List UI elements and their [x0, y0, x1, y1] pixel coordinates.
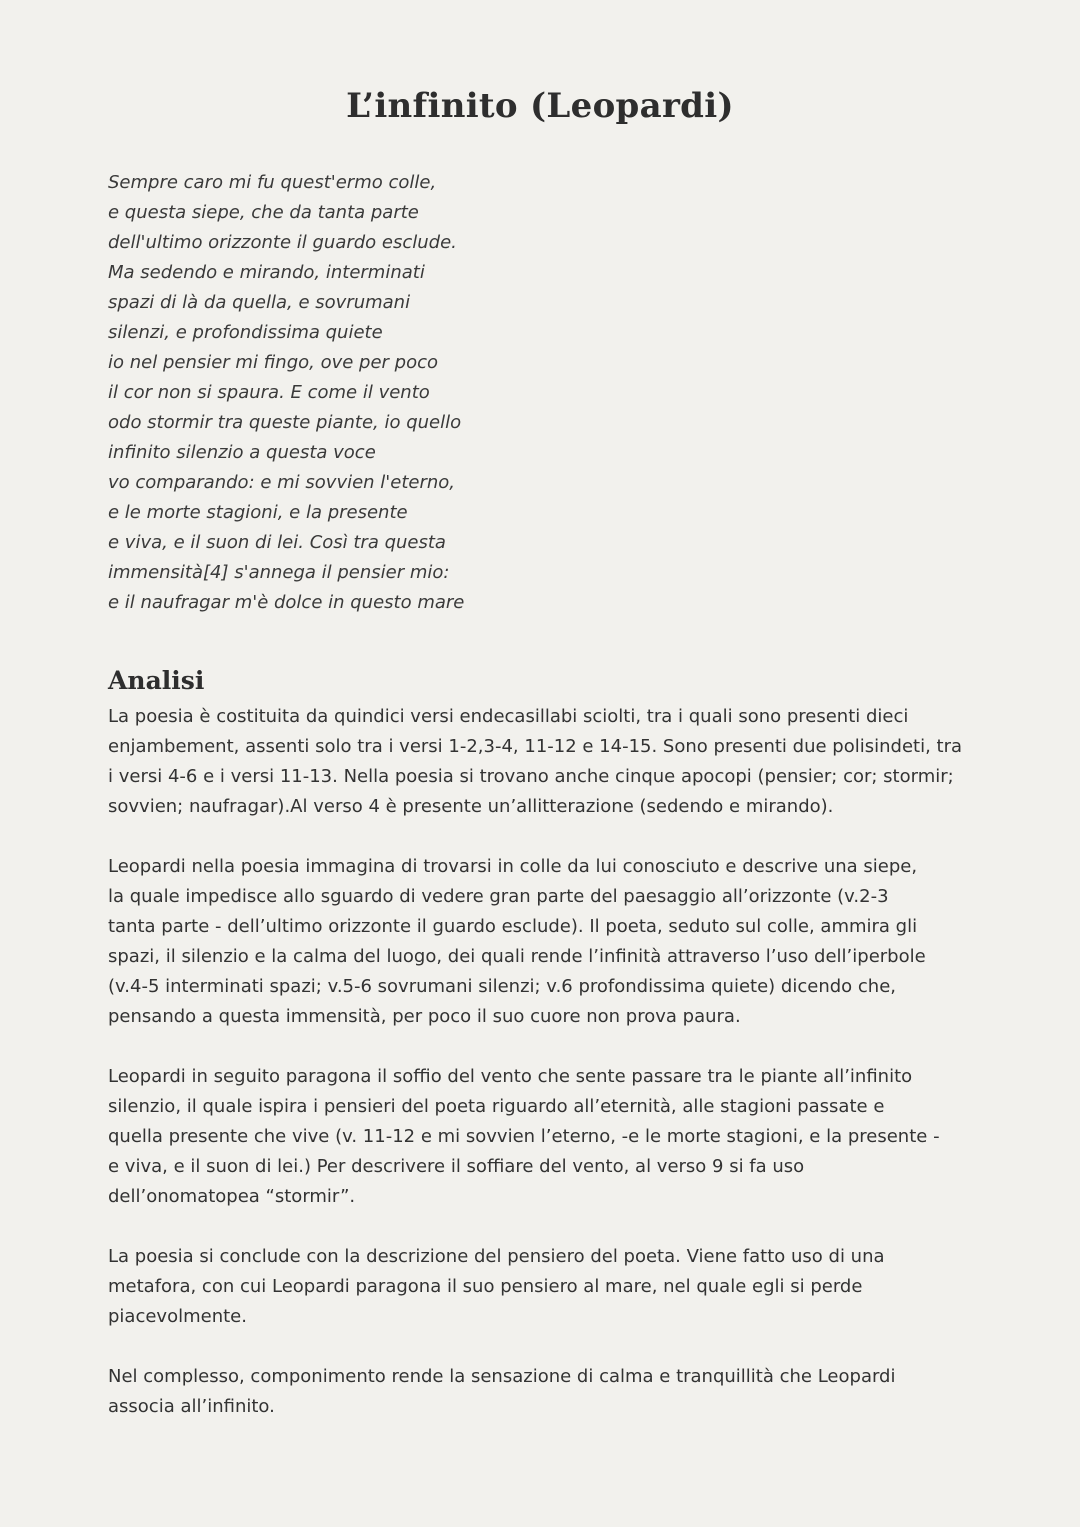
paragraph-line: tanta parte - dell’ultimo orizzonte il guardo esclude). Il poeta, seduto sul colle, ammira gli — [108, 916, 918, 937]
poem-line: e le morte stagioni, e la presente — [108, 502, 408, 523]
paragraph-line: piacevolmente. — [108, 1306, 247, 1327]
poem-line: vo comparando: e mi sovvien l'eterno, — [108, 472, 456, 493]
poem-line: io nel pensier mi fingo, ove per poco — [108, 352, 439, 373]
paragraph-line: pensando a questa immensità, per poco il suo cuore non prova paura. — [108, 1006, 741, 1027]
poem-text — [108, 168, 628, 618]
analysis-paragraph-conclusion — [108, 1362, 976, 1422]
paragraph-line: e viva, e il suon di lei.) Per descrivere il soffiare del vento, al verso 9 si fa uso — [108, 1156, 805, 1177]
page-title: L’infinito (Leopardi) — [346, 86, 734, 126]
poem-line: Ma sedendo e mirando, interminati — [108, 262, 425, 283]
analysis-paragraph-metrics — [108, 702, 976, 822]
poem-line: silenzi, e profondissima quiete — [108, 322, 383, 343]
poem-line: il cor non si spaura. E come il vento — [108, 382, 430, 403]
paragraph-line: silenzio, il quale ispira i pensieri del poeta riguardo all’eternità, alle stagioni passate e — [108, 1096, 885, 1117]
poem-line: immensità[4] s'annega il pensier mio: — [108, 562, 450, 583]
paragraph-line: Leopardi in seguito paragona il soffio del vento che sente passare tra le piante all’infinito — [108, 1066, 913, 1087]
poem-line: e viva, e il suon di lei. Così tra questa — [108, 532, 446, 553]
paragraph-line: quella presente che vive (v. 11-12 e mi sovvien l’eterno, -e le morte stagioni, e la presente - — [108, 1126, 940, 1147]
paragraph-line: La poesia si conclude con la descrizione del pensiero del poeta. Viene fatto uso di una — [108, 1246, 885, 1267]
analysis-body — [108, 702, 976, 1452]
paragraph-line: enjambement, assenti solo tra i versi 1-2,3-4, 11-12 e 14-15. Sono presenti due polisindeti, tra — [108, 736, 963, 757]
poem-line: e questa siepe, che da tanta parte — [108, 202, 419, 223]
paragraph-line: sovvien; naufragar).Al verso 4 è presente un’allitterazione (sedendo e mirando). — [108, 796, 834, 817]
paragraph-line: associa all’infinito. — [108, 1396, 275, 1417]
paragraph-line: dell’onomatopea “stormir”. — [108, 1186, 356, 1207]
paragraph-line: Leopardi nella poesia immagina di trovarsi in colle da lui conosciuto e descrive una siepe, — [108, 856, 918, 877]
paragraph-line: la quale impedisce allo sguardo di vedere gran parte del paesaggio all’orizzonte (v.2-3 — [108, 886, 889, 907]
poem-line: e il naufragar m'è dolce in questo mare — [108, 592, 465, 613]
paragraph-line: Nel complesso, componimento rende la sensazione di calma e tranquillità che Leopardi — [108, 1366, 896, 1387]
analysis-paragraph-metaphor — [108, 1242, 976, 1332]
paragraph-line: spazi, il silenzio e la calma del luogo, dei quali rende l’infinità attraverso l’uso dell’iperbole — [108, 946, 926, 967]
poem-line: spazi di là da quella, e sovrumani — [108, 292, 411, 313]
poem-line: infinito silenzio a questa voce — [108, 442, 376, 463]
analysis-heading: Analisi — [108, 666, 205, 695]
paragraph-line: metafora, con cui Leopardi paragona il suo pensiero al mare, nel quale egli si perde — [108, 1276, 863, 1297]
poem-line: dell'ultimo orizzonte il guardo esclude. — [108, 232, 457, 253]
analysis-paragraph-landscape — [108, 852, 976, 1032]
paragraph-line: La poesia è costituita da quindici versi endecasillabi sciolti, tra i quali sono presenti dieci — [108, 706, 909, 727]
paragraph-line: (v.4-5 interminati spazi; v.5-6 sovrumani silenzi; v.6 profondissima quiete) dicendo che, — [108, 976, 896, 997]
analysis-paragraph-wind — [108, 1062, 976, 1212]
poem-line: Sempre caro mi fu quest'ermo colle, — [108, 172, 437, 193]
paragraph-line: i versi 4-6 e i versi 11-13. Nella poesia si trovano anche cinque apocopi (pensier; cor; stormir; — [108, 766, 954, 787]
poem-line: odo stormir tra queste piante, io quello — [108, 412, 462, 433]
